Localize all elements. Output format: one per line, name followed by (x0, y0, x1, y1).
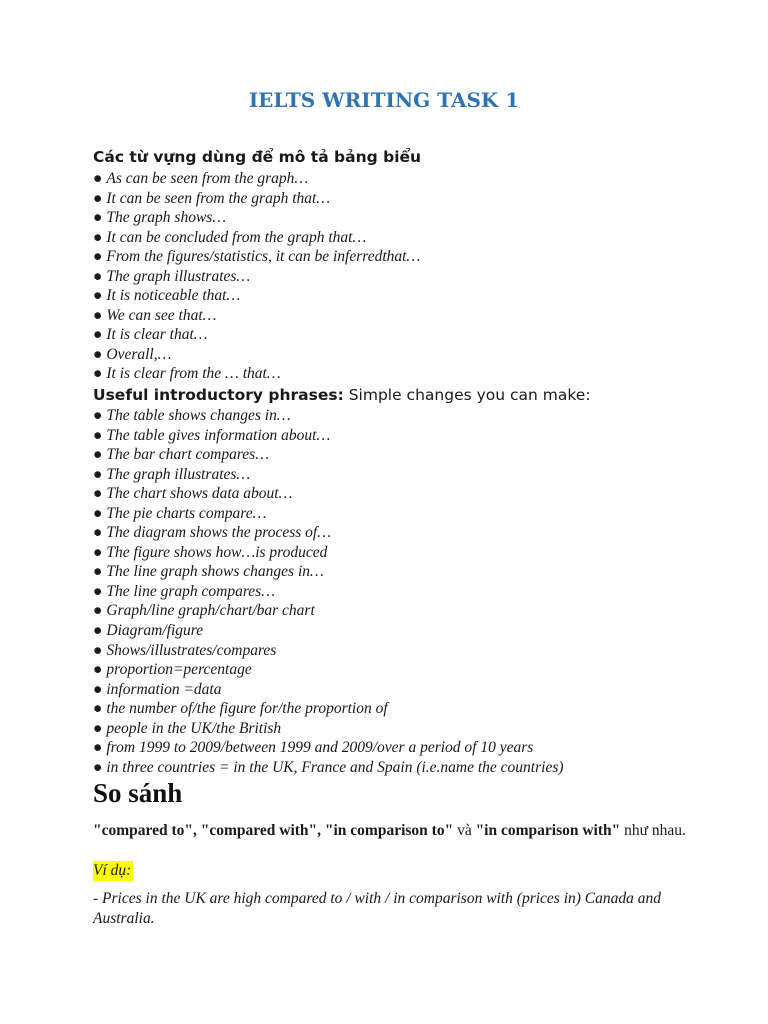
bullet-icon: ● (93, 739, 103, 757)
list-item-text: The table shows changes in… (106, 407, 291, 424)
bullet-icon: ● (93, 287, 103, 305)
list-item (93, 445, 564, 465)
introductory-phrases-list (93, 406, 564, 777)
list-item-text: The chart shows data about… (106, 485, 293, 503)
list-item-text: The line graph compares… (106, 582, 275, 600)
bullet-icon: ● (93, 326, 103, 344)
list-item-text: the number of/the figure for/the proportion of (106, 700, 388, 718)
list-item (93, 719, 564, 739)
list-item-text: The figure shows how…is produced (106, 543, 328, 561)
list-item-text: As can be seen from the graph… (106, 170, 309, 187)
comparison-note (93, 821, 693, 841)
list-item (93, 621, 564, 641)
list-item-text: people in the UK/the British (106, 719, 282, 737)
introductory-phrases-label: Useful introductory phrases: (93, 386, 344, 404)
list-item (93, 364, 420, 384)
list-item (93, 562, 564, 582)
bullet-icon: ● (93, 407, 103, 424)
list-item (93, 699, 564, 719)
list-item (93, 286, 420, 306)
list-item (93, 345, 420, 365)
vocabulary-heading: Các từ vựng dùng để mô tả bảng biểu (93, 148, 422, 166)
simple-changes-label: Simple changes you can make: (343, 386, 591, 404)
example-label: Ví dụ: (93, 862, 132, 879)
list-item-text: Diagram/figure (106, 622, 204, 640)
bullet-icon: ● (93, 365, 103, 383)
list-item-text: The graph shows… (106, 209, 227, 227)
bullet-icon: ● (93, 602, 103, 620)
list-item (93, 306, 420, 326)
list-item-text: proportion=percentage (106, 661, 252, 679)
list-item (93, 267, 420, 287)
list-item-text: The line graph shows changes in… (106, 563, 324, 581)
list-item (93, 738, 564, 758)
bullet-icon: ● (93, 209, 103, 227)
list-item-text: information =data (106, 680, 222, 698)
list-item-text: The bar chart compares… (106, 446, 269, 464)
list-item (93, 406, 564, 426)
list-item (93, 228, 420, 248)
list-item-text: Overall,… (106, 345, 172, 363)
bullet-icon: ● (93, 563, 103, 581)
list-item (93, 169, 420, 189)
list-item (93, 189, 420, 209)
vocabulary-list (93, 169, 420, 384)
list-item (93, 247, 420, 267)
list-item-text: in three countries = in the UK, France and Spain (i.e.name the countries) (106, 758, 564, 776)
list-item-text: The diagram shows the process of… (106, 524, 331, 542)
bullet-icon: ● (93, 306, 103, 324)
bullet-icon: ● (93, 485, 103, 503)
bullet-icon: ● (93, 426, 103, 444)
list-item (93, 641, 564, 661)
bullet-icon: ● (93, 524, 103, 542)
list-item (93, 523, 564, 543)
bullet-icon: ● (93, 700, 103, 718)
list-item-text: It can be seen from the graph that… (106, 189, 331, 207)
list-item-text: It can be concluded from the graph that… (106, 228, 367, 246)
list-item (93, 484, 564, 504)
bullet-icon: ● (93, 446, 103, 464)
bullet-icon: ● (93, 641, 103, 659)
list-item-text: We can see that… (106, 306, 217, 324)
list-item (93, 543, 564, 563)
list-item (93, 465, 564, 485)
bullet-icon: ● (93, 345, 103, 363)
list-item (93, 680, 564, 700)
list-item-text: It is clear from the … that… (106, 365, 281, 383)
bullet-icon: ● (93, 228, 103, 246)
list-item (93, 582, 564, 602)
bullet-icon: ● (93, 661, 103, 679)
bullet-icon: ● (93, 582, 103, 600)
list-item (93, 504, 564, 524)
list-item-text: The graph illustrates… (106, 465, 251, 483)
list-item (93, 208, 420, 228)
bullet-icon: ● (93, 504, 103, 522)
bullet-icon: ● (93, 622, 103, 640)
bullet-icon: ● (93, 248, 103, 266)
list-item-text: from 1999 to 2009/between 1999 and 2009/over a period of 10 years (106, 739, 534, 757)
comparison-conjunction: và (453, 822, 476, 839)
list-item (93, 758, 564, 778)
list-item-text: It is clear that… (106, 326, 208, 344)
list-item-text: Shows/illustrates/compares (106, 641, 277, 659)
comparison-phrases-b: "in comparison with" (475, 822, 621, 839)
list-item (93, 426, 564, 446)
example-sentence: - Prices in the UK are high compared to / with / in comparison with (prices in) Canada and Australia. (93, 890, 662, 927)
list-item-text: From the figures/statistics, it can be inferredthat… (106, 248, 421, 266)
page-title: IELTS WRITING TASK 1 (248, 88, 520, 112)
comparison-note-end: như nhau. (620, 822, 686, 839)
list-item-text: The graph illustrates… (106, 267, 251, 285)
list-item (93, 601, 564, 621)
bullet-icon: ● (93, 189, 103, 207)
bullet-icon: ● (93, 267, 103, 285)
list-item-text: The table gives information about… (106, 426, 331, 444)
list-item-text: The pie charts compare… (106, 504, 267, 522)
list-item (93, 660, 564, 680)
bullet-icon: ● (93, 680, 103, 698)
bullet-icon: ● (93, 465, 103, 483)
bullet-icon: ● (93, 719, 103, 737)
bullet-icon: ● (93, 543, 103, 561)
list-item-text: Graph/line graph/chart/bar chart (106, 602, 315, 620)
bullet-icon: ● (93, 758, 103, 776)
list-item (93, 325, 420, 345)
comparison-phrases-a: "compared to", "compared with", "in comparison to" (93, 822, 454, 839)
list-item-text: It is noticeable that… (106, 287, 241, 305)
introductory-phrases-heading (93, 386, 591, 404)
bullet-icon: ● (93, 170, 103, 187)
comparison-heading: So sánh (93, 778, 183, 808)
